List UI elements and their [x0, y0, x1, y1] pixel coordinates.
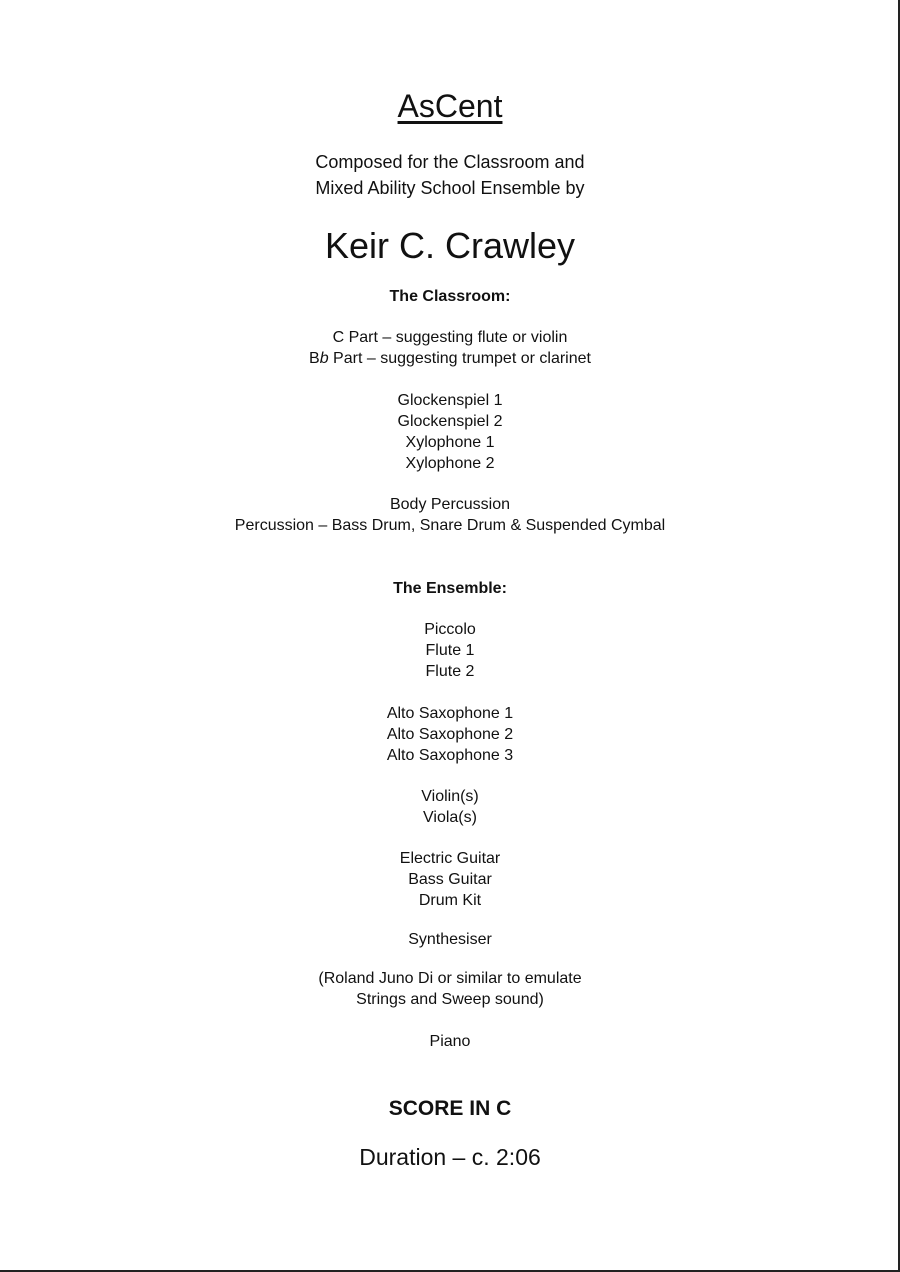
synth-note-line-2: Strings and Sweep sound) [356, 991, 544, 1008]
ensemble-instrument: Synthesiser [408, 931, 492, 948]
ensemble-instrument: Electric Guitar [399, 850, 501, 867]
flat-symbol: b [319, 350, 329, 367]
classroom-instrument: Xylophone 1 [405, 434, 495, 451]
ensemble-instrument: Alto Saxophone 1 [386, 705, 514, 722]
classroom-instrument: Percussion – Bass Drum, Snare Drum & Suspended Cymbal [234, 517, 666, 534]
c-part-line: C Part – suggesting flute or violin [332, 329, 568, 346]
ensemble-instrument: Alto Saxophone 2 [386, 726, 514, 743]
ensemble-instrument: Viola(s) [423, 809, 477, 826]
credit-line-1: Composed for the Classroom and [315, 152, 585, 172]
bb-part-description: Part – suggesting trumpet or clarinet [328, 350, 591, 367]
ensemble-instrument: Bass Guitar [408, 871, 492, 888]
piece-title: AsCent [397, 88, 503, 124]
ensemble-instrument: Flute 1 [425, 642, 475, 659]
classroom-instrument: Glockenspiel 2 [397, 413, 503, 430]
score-label: SCORE IN C [388, 1097, 512, 1120]
classroom-instrument: Xylophone 2 [405, 455, 495, 472]
classroom-instrument: Body Percussion [389, 496, 511, 513]
ensemble-instrument: Alto Saxophone 3 [386, 747, 514, 764]
ensemble-instrument: Violin(s) [421, 788, 479, 805]
classroom-heading: The Classroom: [389, 288, 511, 305]
ensemble-instrument: Piano [429, 1033, 471, 1050]
synth-note-line-1: (Roland Juno Di or similar to emulate [318, 970, 582, 987]
credit-line-2: Mixed Ability School Ensemble by [315, 178, 585, 198]
composer-name: Keir C. Crawley [324, 225, 576, 266]
duration-label: Duration – c. 2:06 [359, 1144, 541, 1170]
bb-part-prefix: B [309, 350, 320, 367]
bb-part-line [0, 351, 900, 367]
ensemble-instrument: Drum Kit [418, 892, 482, 909]
ensemble-heading: The Ensemble: [393, 580, 507, 597]
ensemble-instrument: Piccolo [424, 621, 476, 638]
classroom-instrument: Glockenspiel 1 [397, 392, 503, 409]
ensemble-instrument: Flute 2 [425, 663, 475, 680]
